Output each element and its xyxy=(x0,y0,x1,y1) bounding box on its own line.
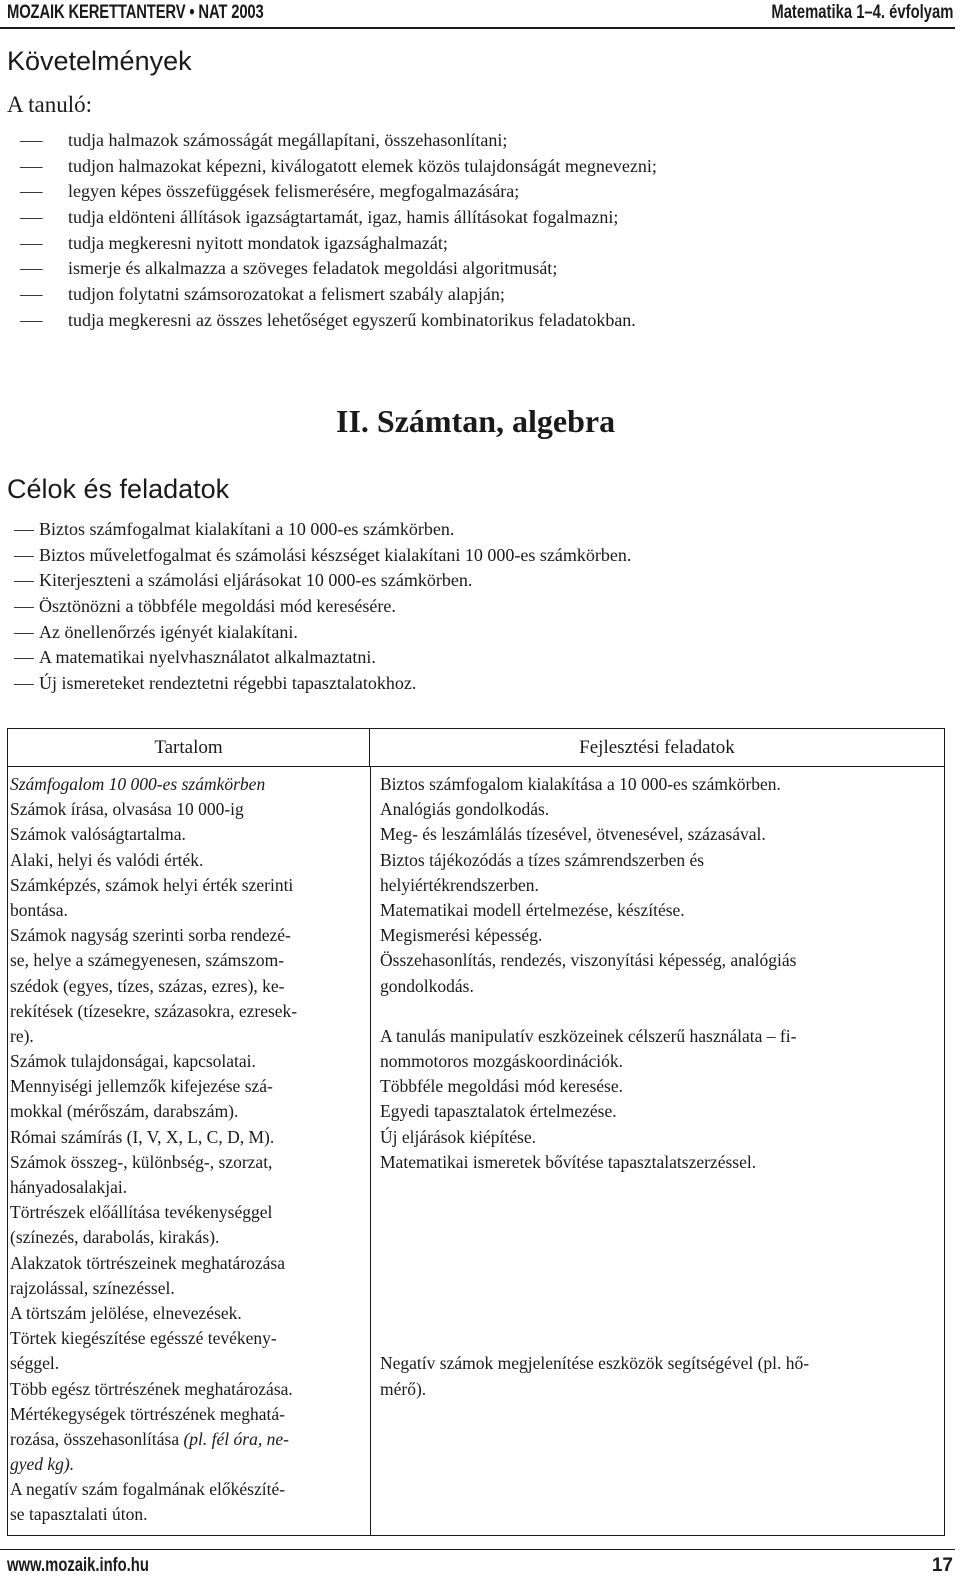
table-line: mérő). xyxy=(380,1378,427,1399)
goals-heading: Célok és feladatok xyxy=(7,474,230,504)
list-item: — tudja megkeresni az összes lehetőséget egyszerű kombinatorikus feladatokban. xyxy=(16,308,657,334)
list-item: — tudja halmazok számosságát megállapítani, összehasonlítani; xyxy=(16,128,657,154)
page-header xyxy=(0,0,960,36)
table-line: se, helye a számegyenesen, számszom- xyxy=(10,950,285,971)
table-line: helyiértékrendszerben. xyxy=(380,874,539,895)
table-line: séggel. xyxy=(10,1353,60,1374)
footer-divider xyxy=(0,1549,955,1550)
table-line xyxy=(380,1326,940,1351)
table-line: Számok valóságtartalma. xyxy=(10,824,186,845)
series-title: MOZAIK KERETTANTERV • NAT 2003 xyxy=(7,2,264,23)
table-line: Mennyiségi jellemzők kifejezése szá- xyxy=(10,1076,273,1097)
content-table xyxy=(7,728,945,1536)
footer-url: www.mozaik.info.hu xyxy=(7,1555,149,1576)
table-line: Biztos számfogalom kialakítása a 10 000-es számkörben. xyxy=(380,774,781,794)
table-line xyxy=(380,999,940,1024)
table-line: Megismerési képesség. xyxy=(380,925,543,946)
table-header-development: Fejlesztési feladatok xyxy=(579,737,735,758)
table-line: re). xyxy=(10,1025,34,1046)
table-line: Biztos tájékozódás a tízes számrendszerben és xyxy=(380,849,705,870)
table-line: Számok írása, olvasása 10 000-ig xyxy=(10,799,244,820)
table-line xyxy=(380,1200,940,1225)
development-column xyxy=(380,772,940,1402)
table-line: Analógiás gondolkodás. xyxy=(380,799,550,820)
list-item: — Új ismereteket rendeztetni régebbi tapasztalatokhoz. xyxy=(14,671,631,697)
table-line: Római számírás (I, V, X, L, C, D, M). xyxy=(10,1126,275,1147)
table-header-row xyxy=(8,729,944,767)
table-line xyxy=(380,1175,940,1200)
list-item: — tudja eldönteni állítások igazságtartamát, igaz, hamis állításokat fogalmazni; xyxy=(16,205,657,231)
table-line: Többféle megoldási mód keresése. xyxy=(380,1076,623,1097)
table-line: Számfogalom 10 000-es számkörben xyxy=(10,774,266,794)
table-line: nommotoros mozgáskoordinációk. xyxy=(380,1051,624,1072)
list-item: — Ösztönözni a többféle megoldási mód keresésére. xyxy=(14,594,631,620)
list-item: — tudjon halmazokat képezni, kiválogatott elemek közös tulajdonságát megnevezni; xyxy=(16,154,657,180)
table-line xyxy=(380,1251,940,1276)
table-line: rozása, összehasonlítása (pl. fél óra, ne- xyxy=(10,1428,289,1449)
table-line: se tapasztalati úton. xyxy=(10,1504,148,1525)
requirements-list xyxy=(16,128,657,334)
table-line: A törtszám jelölése, elnevezések. xyxy=(10,1302,242,1323)
table-line xyxy=(380,1301,940,1326)
table-line: A tanulás manipulatív eszközeinek célszerű használata – fi- xyxy=(380,1025,797,1046)
list-item: — tudja megkeresni nyitott mondatok igazsághalmazát; xyxy=(16,231,657,257)
table-line: Több egész törtrészének meghatározása. xyxy=(10,1378,293,1399)
table-line: Számok tulajdonságai, kapcsolatai. xyxy=(10,1051,256,1072)
table-line: Összehasonlítás, rendezés, viszonyítási képesség, analógiás xyxy=(380,950,797,971)
list-item: — Az önellenőrzés igényét kialakítani. xyxy=(14,620,631,646)
table-line: rekítések (tízesekre, százasokra, ezresek- xyxy=(10,1000,298,1021)
italic-note: gyed kg). xyxy=(10,1454,75,1475)
page-number: 17 xyxy=(931,1555,953,1576)
table-line: A negatív szám fogalmának előkészíté- xyxy=(10,1479,286,1500)
table-line: szédok (egyes, tízes, százas, ezres), ke- xyxy=(10,975,285,996)
table-line xyxy=(380,1276,940,1301)
table-line: Számképzés, számok helyi érték szerinti xyxy=(10,874,294,895)
table-line: Mértékegységek törtrészének meghatá- xyxy=(10,1403,286,1424)
table-line: Alakzatok törtrészeinek meghatározása xyxy=(10,1252,286,1273)
italic-note: (pl. fél óra, ne- xyxy=(183,1428,289,1449)
table-line: Meg- és leszámlálás tízesével, ötvenesével, százasával. xyxy=(380,824,766,845)
table-line: (színezés, darabolás, kirakás). xyxy=(10,1227,220,1248)
list-item: — A matematikai nyelvhasználatot alkalmaztatni. xyxy=(14,645,631,671)
chapter-title: II. Számtan, algebra xyxy=(336,403,616,439)
table-line: hányadosalakjai. xyxy=(10,1177,128,1197)
goals-list xyxy=(14,517,631,697)
table-line: Alaki, helyi és valódi érték. xyxy=(10,849,204,870)
table-line: Egyedi tapasztalatok értelmezése. xyxy=(380,1101,617,1122)
subject-title: Matematika 1–4. évfolyam xyxy=(770,2,953,23)
list-item: — Biztos számfogalmat kialakítani a 10 000-es számkörben. xyxy=(14,517,631,543)
header-divider xyxy=(0,27,955,29)
table-line: Számok összeg-, különbség-, szorzat, xyxy=(10,1151,273,1172)
table-column-divider xyxy=(370,767,371,1535)
table-line xyxy=(380,1225,940,1250)
content-column xyxy=(10,772,368,1528)
table-line: Matematikai ismeretek bővítése tapasztalatszerzéssel. xyxy=(380,1151,757,1172)
list-item: — tudjon folytatni számsorozatokat a felismert szabály alapján; xyxy=(16,282,657,308)
list-item: — ismerje és alkalmazza a szöveges feladatok megoldási algoritmusát; xyxy=(16,256,657,282)
table-line xyxy=(10,1452,368,1477)
table-line: Új eljárások kiépítése. xyxy=(380,1126,536,1147)
table-line: mokkal (mérőszám, darabszám). xyxy=(10,1101,239,1122)
table-line: Negatív számok megjelenítése eszközök segítségével (pl. hő- xyxy=(380,1353,810,1374)
table-line: Számok nagyság szerinti sorba rendezé- xyxy=(10,925,291,946)
table-header-content: Tartalom xyxy=(8,729,370,767)
table-line: Törtrészek előállítása tevékenységgel xyxy=(10,1202,273,1223)
list-item: — legyen képes összefüggések felismerésére, megfogalmazására; xyxy=(16,179,657,205)
table-line: gondolkodás. xyxy=(380,975,474,996)
table-line: rajzolással, színezéssel. xyxy=(10,1277,175,1298)
table-line: Törtek kiegészítése egésszé tevékeny- xyxy=(10,1328,277,1349)
list-item: — Kiterjeszteni a számolási eljárásokat 10 000-es számkörben. xyxy=(14,568,631,594)
list-item: — Biztos műveletfogalmat és számolási készséget kialakítani 10 000-es számkörben. xyxy=(14,543,631,569)
requirements-heading: Követelmények xyxy=(7,46,192,76)
requirements-subtitle: A tanuló: xyxy=(7,92,92,117)
table-line: bontása. xyxy=(10,899,68,920)
table-line: Matematikai modell értelmezése, készítése. xyxy=(380,899,685,920)
